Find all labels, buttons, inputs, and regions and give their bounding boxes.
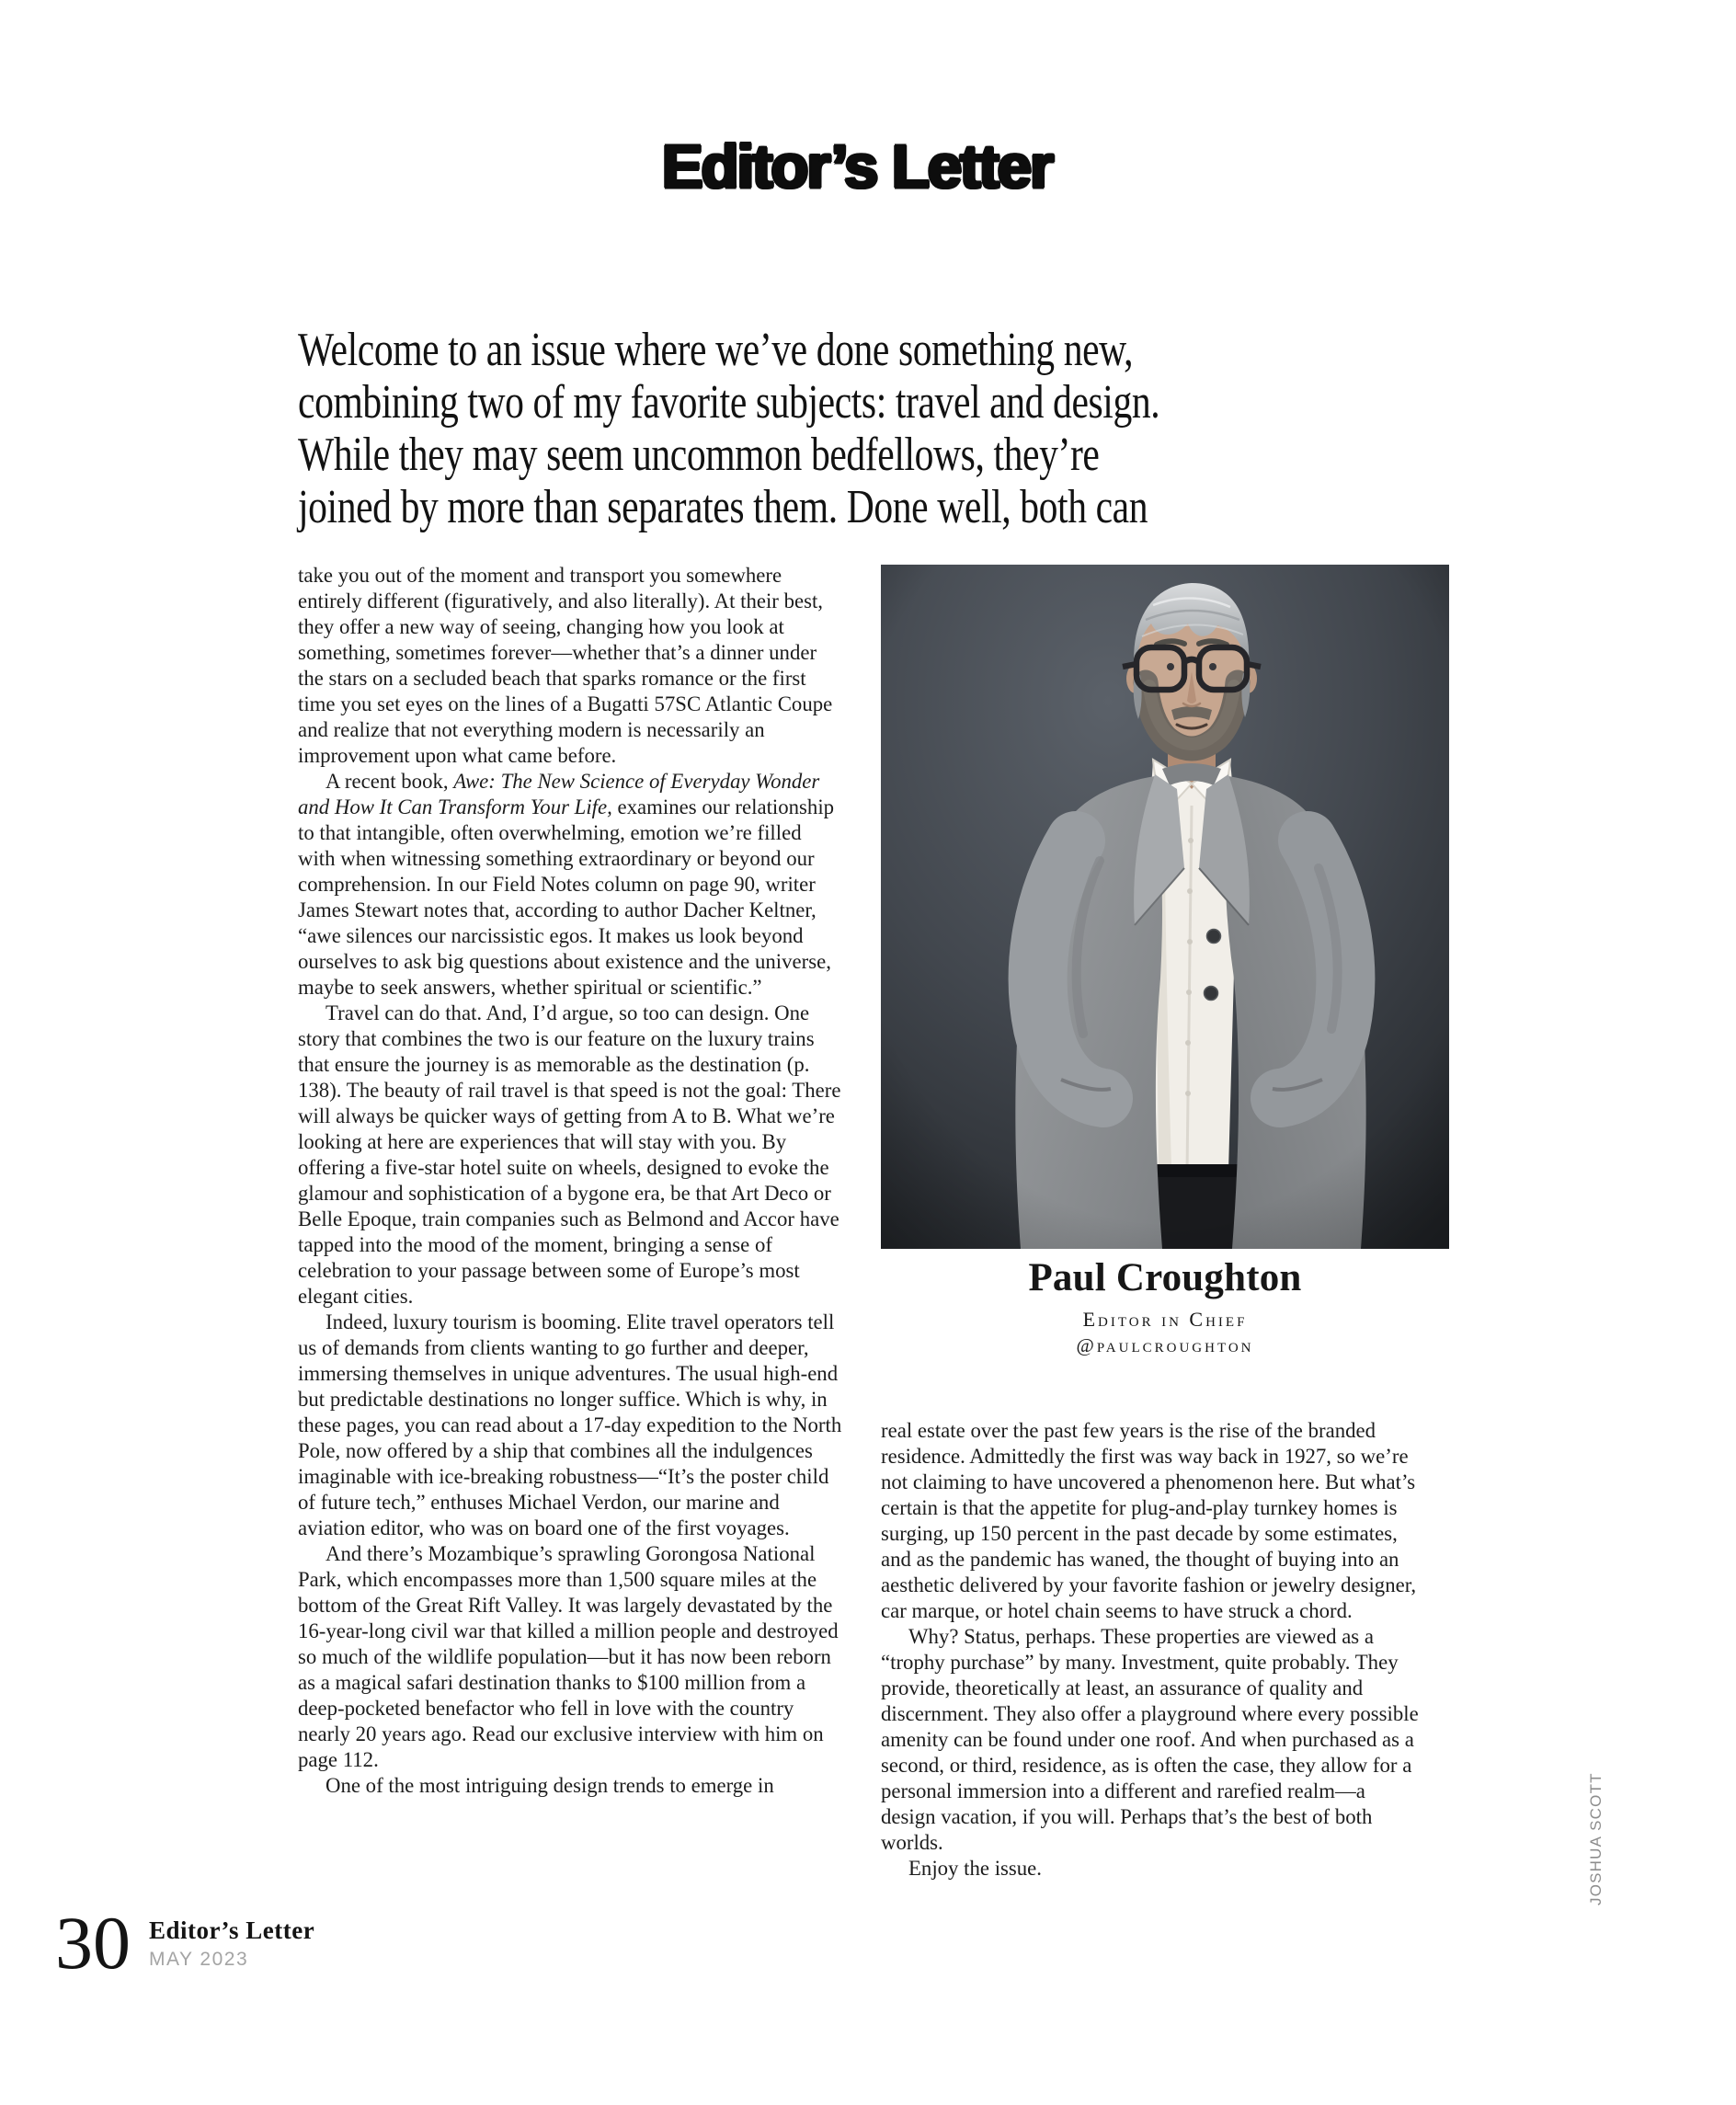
text-run: A recent book,	[326, 770, 454, 793]
text-run: take you out of the moment and transport you somewhere entirely different (figuratively, and also literally). At their best, they offer a new way of seeing, changing how you look at something, sometimes forever—whether that’s a dinner under the stars on a secluded beach that sparks romance or the first time you set eyes on the lines of a Bugatti 57SC Atlantic Coupe and realize that not everything modern is necessarily an improvement upon what came before.	[298, 564, 833, 767]
caption-name: Paul Croughton	[1028, 1256, 1302, 1299]
body-paragraph	[881, 1856, 1425, 1882]
portrait-illustration	[881, 565, 1449, 1249]
caption-social-handle: @paulcroughton	[1076, 1334, 1254, 1357]
intro-line-1: Welcome to an issue where we’ve done something new,	[298, 324, 1134, 376]
footer-issue-date: MAY 2023	[149, 1949, 249, 1970]
page-title: Editor’s Letter	[661, 132, 1053, 201]
page-number: 30	[55, 1901, 131, 1985]
body-paragraph	[298, 769, 842, 1001]
body-paragraph	[881, 1418, 1425, 1624]
text-run: Enjoy the issue.	[908, 1857, 1042, 1880]
body-paragraph	[881, 1624, 1425, 1856]
photo-caption	[881, 1256, 1449, 1357]
intro-deck	[298, 324, 1622, 533]
body-paragraph	[298, 1310, 842, 1541]
intro-line-2: combining two of my favorite subjects: travel and design.	[298, 376, 1160, 429]
text-run: One of the most intriguing design trends to emerge in	[326, 1774, 774, 1797]
body-paragraph	[298, 563, 842, 769]
body-column-left	[298, 563, 842, 1799]
body-paragraph	[298, 1001, 842, 1310]
footer-section-label: Editor’s Letter	[149, 1916, 315, 1944]
vignette	[881, 565, 1449, 1249]
text-run: Why? Status, perhaps. These properties are viewed as a “trophy purchase” by many. Investment, quite probably. They provide, theoretically at least, an assurance of quality and discernment. They also offer a playground where every possible amenity can be found under one roof. And when purchased as a second, or third, residence, as is often the case, they allow for a personal immersion into a different and rarefied realm—a design vacation, if you will. Perhaps that’s the best of both worlds.	[881, 1625, 1419, 1854]
text-run: Indeed, luxury tourism is booming. Elite travel operators tell us of demands from clients wanting to go further and deeper, immersing themselves in unique adventures. The usual high-end but predictable destinations no longer suffice. Which is why, in these pages, you can read about a 17-day expedition to the North Pole, now offered by a ship that combines all the indulgences imaginable with ice-breaking robustness—“It’s the poster child of future tech,” enthuses Michael Verdon, our marine and aviation editor, who was on board one of the first voyages.	[298, 1310, 842, 1539]
caption-role: Editor in Chief	[1082, 1308, 1248, 1332]
text-run: And there’s Mozambique’s sprawling Gorongosa National Park, which encompasses more than 1,500 square miles at the bottom of the Great Rift Valley. It was largely devastated by the 16-year-long civil war that killed a million people and destroyed so much of the wildlife population—but it has now been reborn as a magical safari destination thanks to $100 million from a deep-pocketed benefactor who fell in love with the country nearly 20 years ago. Read our exclusive interview with him on page 112.	[298, 1542, 839, 1771]
body-column-right	[881, 1418, 1425, 1882]
intro-line-4: joined by more than separates them. Done well, both can	[298, 481, 1148, 533]
book-title-italic: Awe: The New Science of Everyday Wonder and How It Can Transform Your Life,	[298, 770, 820, 818]
photographer-credit: JOSHUA SCOTT	[1587, 1772, 1605, 1905]
intro-line-3: While they may seem uncommon bedfellows, they’re	[298, 429, 1100, 481]
body-paragraph	[298, 1541, 842, 1773]
portrait-photo	[881, 565, 1449, 1249]
body-paragraph	[298, 1773, 842, 1799]
text-run: real estate over the past few years is the rise of the branded residence. Admittedly the first was way back in 1927, so we’re not claiming to have uncovered a phenomenon here. But what’s certain is that the appetite for plug-and-play turnkey homes is surging, up 150 percent in the past decade by some estimates, and as the pandemic has waned, the thought of buying into an aesthetic delivered by your favorite fashion or jewelry designer, car marque, or hotel chain seems to have struck a chord.	[881, 1419, 1417, 1622]
text-run: Travel can do that. And, I’d argue, so too can design. One story that combines the two is our feature on the luxury trains that ensure the journey is as memorable as the destination (p. 138). The beauty of rail travel is that speed is not the goal: There will always be quicker ways of getting from A to B. What we’re looking at here are experiences that will stay with you. By offering a five-star hotel suite on wheels, designed to evoke the glamour and sophistication of a bygone era, be that Art Deco or Belle Epoque, train companies such as Belmond and Accor have tapped into the mood of the moment, bringing a sense of celebration to your passage between some of Europe’s most elegant cities.	[298, 1001, 841, 1308]
text-run: examines our relationship to that intangible, often overwhelming, emotion we’re filled with when witnessing something extraordinary or beyond our comprehension. In our Field Notes column on page 90, writer James Stewart notes that, according to author Dacher Keltner, “awe silences our narcissistic egos. It makes us look beyond ourselves to ask big questions about existence and the universe, maybe to seek answers, whether spiritual or scientific.”	[298, 795, 835, 999]
